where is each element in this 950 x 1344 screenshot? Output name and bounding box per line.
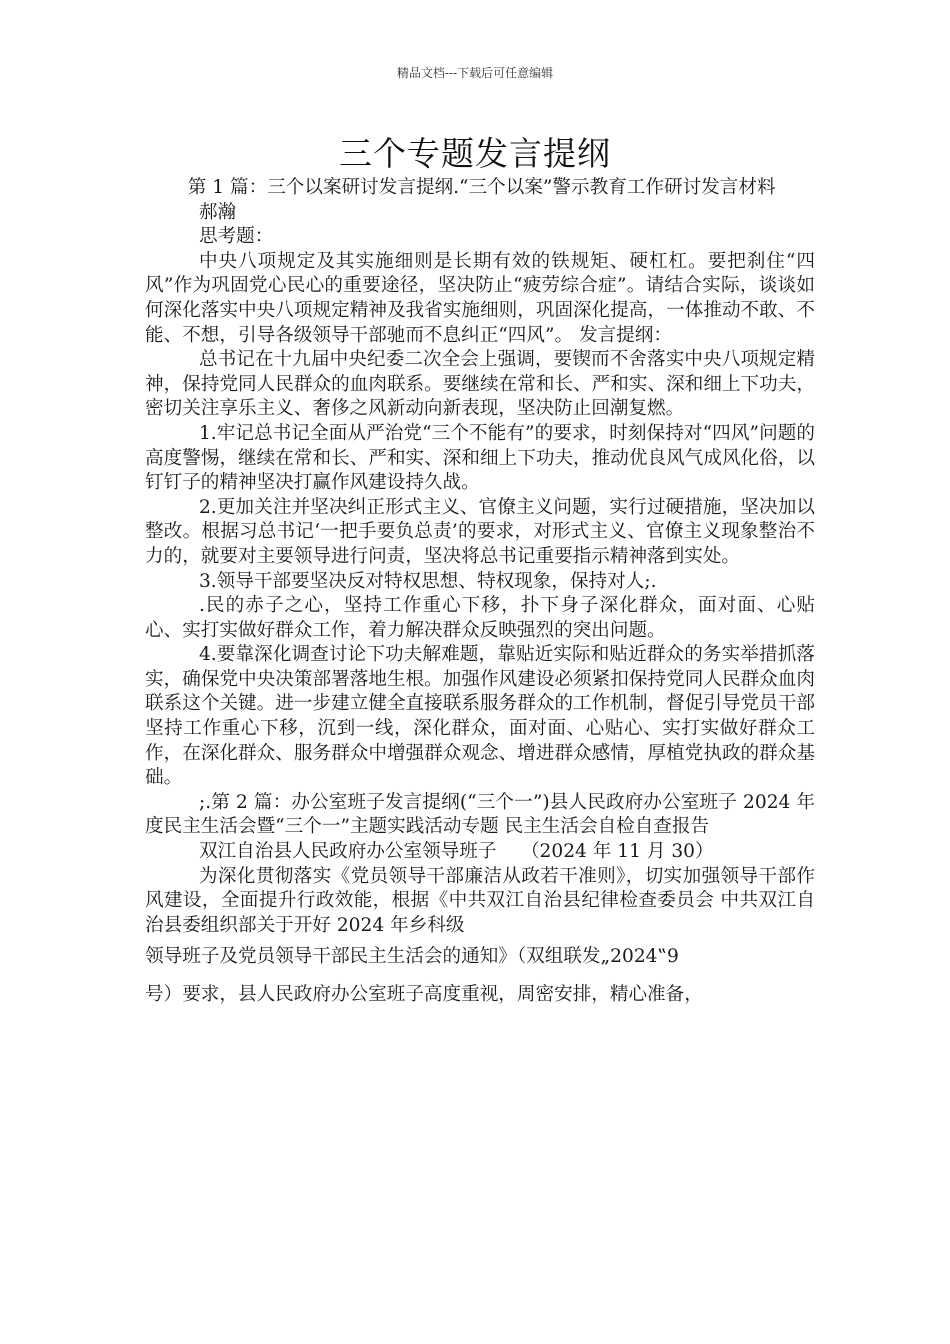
paragraph: 领导班子及党员领导干部民主生活会的通知》（双组联发„2024‟9 xyxy=(145,946,679,968)
paragraph: .民的赤子之心，坚持工作重心下移，扑下身子深化群众，面对面、心贴心、实打实做好群众工作，着力解决群众反映强烈的突出问题。 xyxy=(145,595,815,641)
paragraph: 郝瀚 xyxy=(198,201,237,223)
paragraph: 第 1 篇：三个以案研讨发言提纲.“三个以案”警示教育工作研讨发言材料 xyxy=(187,177,776,198)
page-title: 三个专题发言提纲 xyxy=(339,134,611,173)
paragraph: 总书记在十九届中央纪委二次全会上强调，要锲而不舍落实中央八项规定精神，保持党同人民群众的血肉联系。要继续在常和长、严和实、深和细上下功夫，密切关注享乐主义、奢侈之风新动向新表现，坚决防止回潮复燃。 xyxy=(145,349,815,420)
paragraph: 号）要求，县人民政府办公室班子高度重视，周密安排，精心准备， xyxy=(145,984,703,1006)
paragraph: 中央八项规定及其实施细则是长期有效的铁规矩、硬杠杠。要把刹住“四风”作为巩固党心民心的重要途径，坚决防止“疲劳综合症”。请结合实际，谈谈如何深化落实中央八项规定精神及我省实施细则，巩固深化提高，一体推动不敢、不能、不想，引导各级领导干部驰而不息纠正“四风”。 发言提纲： xyxy=(145,250,815,346)
paragraph: 4.要靠深化调查讨论下功夫解难题，靠贴近实际和贴近群众的务实举措抓落实，确保党中央决策部署落地生根。加强作风建设必须紧扣保持党同人民群众血肉联系这个关键。进一步建立健全直接联系服务群众的工作机制，督促引导党员干部坚持工作重心下移，沉到一线，深化群众，面对面、心贴心、实打实做好群众工作，在深化群众、服务群众中增强群众观念、增进群众感情，厚植党执政的群众基础。 xyxy=(145,644,815,789)
header-note: 精品文档---下载后可任意编辑 xyxy=(396,66,554,80)
paragraph: 为深化贯彻落实《党员领导干部廉洁从政若干准则》，切实加强领导干部作风建设，全面提升行政效能，根据《中共双江自治县纪律检查委员会 中共双江自治县委组织部关于开好 2024 年乡科级 xyxy=(145,865,815,936)
paragraph: 1.牢记总书记全面从严治党“三个不能有”的要求，时刻保持对“四风”问题的高度警惕，继续在常和长、严和实、深和细上下功夫，推动优良风气成风化俗，以钉钉子的精神坚决打赢作风建设持久战。 xyxy=(145,422,815,494)
paragraph: 双江自治县人民政府办公室领导班子 （2024 年 11 月 30） xyxy=(198,841,714,863)
paragraph: 2.更加关注并坚决纠正形式主义、官僚主义问题，实行过硬措施，坚决加以整改。根据习总书记‘一把手要负总责’的要求，对形式主义、官僚主义现象整治不力的，就要对主要领导进行问责，坚决将总书记重要指示精神落到实处。 xyxy=(145,496,815,567)
paragraph: 3.领导干部要坚决反对特权思想、特权现象，保持对人;. xyxy=(198,570,657,592)
document-body xyxy=(145,176,815,1014)
paragraph: ;.第 2 篇：办公室班子发言提纲(“三个一”)县人民政府办公室班子 2024 年度民主生活会暨“三个一”主题实践活动专题 民主生活会自检自查报告 xyxy=(145,791,815,838)
paragraph: 思考题： xyxy=(198,226,274,248)
